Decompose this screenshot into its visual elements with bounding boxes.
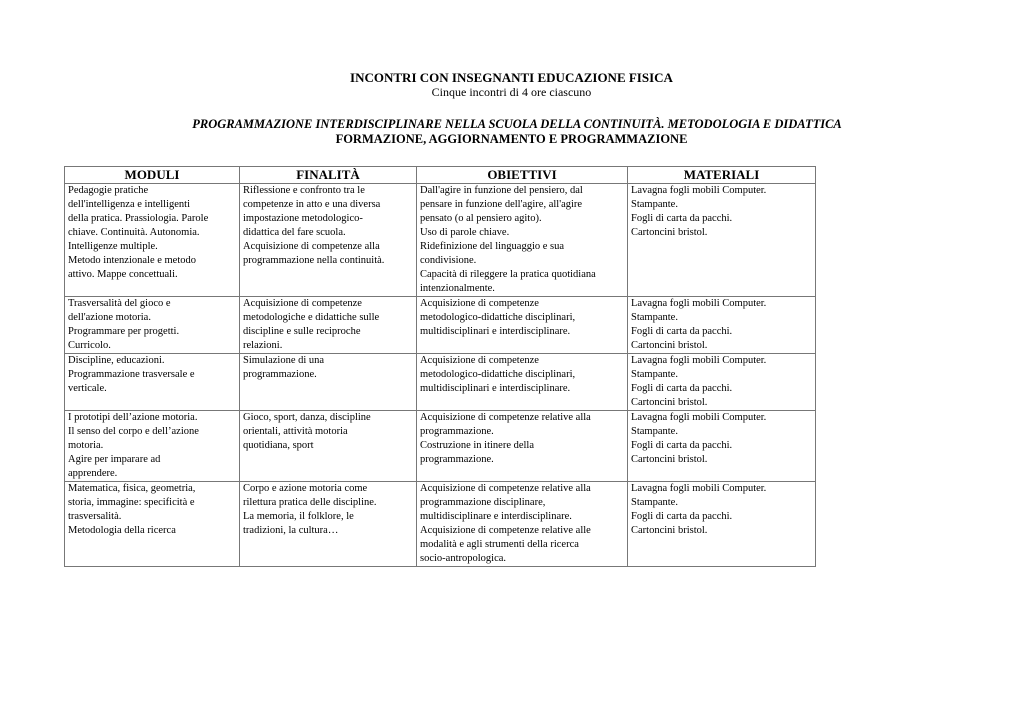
cell-text-line: Curricolo.: [68, 340, 111, 351]
cell-moduli: [65, 482, 240, 567]
cell-moduli: [65, 354, 240, 411]
cell-text-line: Corpo e azione motoria come: [243, 483, 368, 494]
cell-materiali: [628, 354, 816, 411]
cell-obiettivi: [417, 354, 628, 411]
cell-text-line: multidisciplinare e interdisciplinare.: [420, 511, 572, 522]
cell-text-line: dell'intelligenza e intelligenti: [68, 199, 191, 210]
cell-text-line: Fogli di carta da pacchi.: [631, 213, 733, 224]
cell-text-line: Trasversalità del gioco e: [68, 298, 171, 309]
cell-text-line: Fogli di carta da pacchi.: [631, 326, 733, 337]
cell-text-line: competenze in atto e una diversa: [243, 199, 381, 210]
cell-obiettivi: [417, 411, 628, 482]
cell-text-line: condivisione.: [420, 255, 477, 266]
cell-text-line: Cartoncini bristol.: [631, 525, 708, 536]
cell-text-line: dell'azione motoria.: [68, 312, 151, 323]
cell-text-line: Lavagna fogli mobili Computer.: [631, 483, 767, 494]
cell-text-line: intenzionalmente.: [420, 283, 495, 294]
cell-text-line: Metodologia della ricerca: [68, 525, 176, 536]
cell-text-line: Il senso del corpo e dell’azione: [68, 426, 199, 437]
cell-materiali: [628, 482, 816, 567]
cell-text-line: metodologiche e didattiche sulle: [243, 312, 380, 323]
table-row: [65, 411, 816, 482]
cell-text-line: discipline e sulle reciproche: [243, 326, 361, 337]
cell-text-line: verticale.: [68, 383, 107, 394]
cell-text-line: Lavagna fogli mobili Computer.: [631, 185, 767, 196]
cell-text-line: Metodo intenzionale e metodo: [68, 255, 197, 266]
cell-text-line: impostazione metodologico-: [243, 213, 363, 224]
cell-text-line: attivo. Mappe concettuali.: [68, 269, 178, 280]
cell-obiettivi: [417, 297, 628, 354]
cell-text-line: Lavagna fogli mobili Computer.: [631, 412, 767, 423]
cell-text-line: programmazione.: [420, 426, 494, 437]
cell-text-line: Intelligenze multiple.: [68, 241, 158, 252]
cell-text-line: Acquisizione di competenze relative alla: [420, 412, 591, 423]
cell-text-line: Discipline, educazioni.: [68, 355, 165, 366]
cell-text-line: Agire per imparare ad: [68, 454, 161, 465]
cell-text-line: pensato (o al pensiero agito).: [420, 213, 542, 224]
program-title: PROGRAMMAZIONE INTERDISCIPLINARE NELLA SCUOLA DELLA CONTINUITÀ. METODOLOGIA E DIDATTICA: [192, 117, 842, 131]
cell-text-line: modalità e agli strumenti della ricerca: [420, 539, 579, 550]
cell-materiali: [628, 297, 816, 354]
table-header-row: [65, 167, 816, 184]
cell-text-line: storia, immagine: specificità e: [68, 497, 195, 508]
cell-text-line: Fogli di carta da pacchi.: [631, 511, 733, 522]
cell-text-line: Gioco, sport, danza, discipline: [243, 412, 371, 423]
cell-text-line: Acquisizione di competenze: [243, 298, 362, 309]
cell-finalita: [240, 482, 417, 567]
cell-text-line: Simulazione di una: [243, 355, 325, 366]
cell-text-line: Acquisizione di competenze alla: [243, 241, 380, 252]
cell-moduli: [65, 184, 240, 297]
cell-text-line: Acquisizione di competenze: [420, 298, 539, 309]
cell-text-line: motoria.: [68, 440, 104, 451]
cell-text-line: Capacità di rileggere la pratica quotidiana: [420, 269, 596, 280]
cell-text-line: metodologico-didattiche disciplinari,: [420, 312, 576, 323]
cell-text-line: Lavagna fogli mobili Computer.: [631, 298, 767, 309]
cell-text-line: trasversalità.: [68, 511, 122, 522]
cell-text-line: Ridefinizione del linguaggio e sua: [420, 241, 565, 252]
cell-text-line: Uso di parole chiave.: [420, 227, 510, 238]
cell-text-line: programmazione.: [420, 454, 494, 465]
cell-finalita: [240, 411, 417, 482]
cell-text-line: pensare in funzione dell'agire, all'agire: [420, 199, 583, 210]
cell-text-line: Dall'agire in funzione del pensiero, dal: [420, 185, 583, 196]
cell-obiettivi: [417, 184, 628, 297]
cell-text-line: tradizioni, la cultura…: [243, 525, 339, 536]
cell-materiali: [628, 184, 816, 297]
cell-text-line: Fogli di carta da pacchi.: [631, 440, 733, 451]
cell-text-line: Costruzione in itinere della: [420, 440, 535, 451]
cell-text-line: Cartoncini bristol.: [631, 340, 708, 351]
cell-text-line: Stampante.: [631, 497, 678, 508]
table-row: [65, 184, 816, 297]
cell-finalita: [240, 297, 417, 354]
cell-text-line: Lavagna fogli mobili Computer.: [631, 355, 767, 366]
cell-text-line: programmazione disciplinare,: [420, 497, 546, 508]
cell-text-line: I prototipi dell’azione motoria.: [68, 412, 198, 423]
cell-text-line: La memoria, il folklore, le: [243, 511, 354, 522]
cell-text-line: rilettura pratica delle discipline.: [243, 497, 377, 508]
column-header-materiali: MATERIALI: [628, 167, 816, 184]
cell-finalita: [240, 354, 417, 411]
cell-moduli: [65, 297, 240, 354]
cell-text-line: multidisciplinari e interdisciplinare.: [420, 383, 571, 394]
cell-text-line: didattica del fare scuola.: [243, 227, 346, 238]
cell-text-line: orientali, attività motoria: [243, 426, 348, 437]
cell-text-line: multidisciplinari e interdisciplinare.: [420, 326, 571, 337]
cell-obiettivi: [417, 482, 628, 567]
program-table: [64, 166, 816, 567]
column-header-moduli: MODULI: [65, 167, 240, 184]
cell-text-line: metodologico-didattiche disciplinari,: [420, 369, 576, 380]
cell-text-line: programmazione nella continuità.: [243, 255, 385, 266]
cell-text-line: Stampante.: [631, 312, 678, 323]
cell-text-line: Stampante.: [631, 199, 678, 210]
cell-text-line: Matematica, fisica, geometria,: [68, 483, 196, 494]
cell-materiali: [628, 411, 816, 482]
cell-text-line: della pratica. Prassiologia. Parole: [68, 213, 209, 224]
column-header-obiettivi: OBIETTIVI: [417, 167, 628, 184]
document-subtitle: Cinque incontri di 4 ore ciascuno: [431, 85, 592, 99]
cell-text-line: chiave. Continuità. Autonomia.: [68, 227, 200, 238]
table-row: [65, 482, 816, 567]
cell-text-line: relazioni.: [243, 340, 283, 351]
cell-text-line: Acquisizione di competenze: [420, 355, 539, 366]
cell-text-line: Fogli di carta da pacchi.: [631, 383, 733, 394]
cell-text-line: Pedagogie pratiche: [68, 185, 149, 196]
cell-text-line: Programmare per progetti.: [68, 326, 180, 337]
cell-text-line: Stampante.: [631, 426, 678, 437]
cell-text-line: apprendere.: [68, 468, 118, 479]
cell-text-line: Riflessione e confronto tra le: [243, 185, 365, 196]
cell-text-line: Cartoncini bristol.: [631, 227, 708, 238]
table-row: [65, 354, 816, 411]
table-row: [65, 297, 816, 354]
cell-text-line: programmazione.: [243, 369, 317, 380]
cell-text-line: Cartoncini bristol.: [631, 454, 708, 465]
cell-text-line: Acquisizione di competenze relative alle: [420, 525, 591, 536]
cell-text-line: Stampante.: [631, 369, 678, 380]
cell-text-line: quotidiana, sport: [243, 440, 314, 451]
cell-text-line: Programmazione trasversale e: [68, 369, 195, 380]
cell-finalita: [240, 184, 417, 297]
program-subtitle: FORMAZIONE, AGGIORNAMENTO E PROGRAMMAZIONE: [335, 132, 688, 146]
cell-moduli: [65, 411, 240, 482]
column-header-finalita: FINALITÀ: [240, 167, 417, 184]
cell-text-line: Acquisizione di competenze relative alla: [420, 483, 591, 494]
cell-text-line: socio-antropologica.: [420, 553, 507, 564]
cell-text-line: Cartoncini bristol.: [631, 397, 708, 408]
document-title: INCONTRI CON INSEGNANTI EDUCAZIONE FISICA: [350, 70, 673, 85]
